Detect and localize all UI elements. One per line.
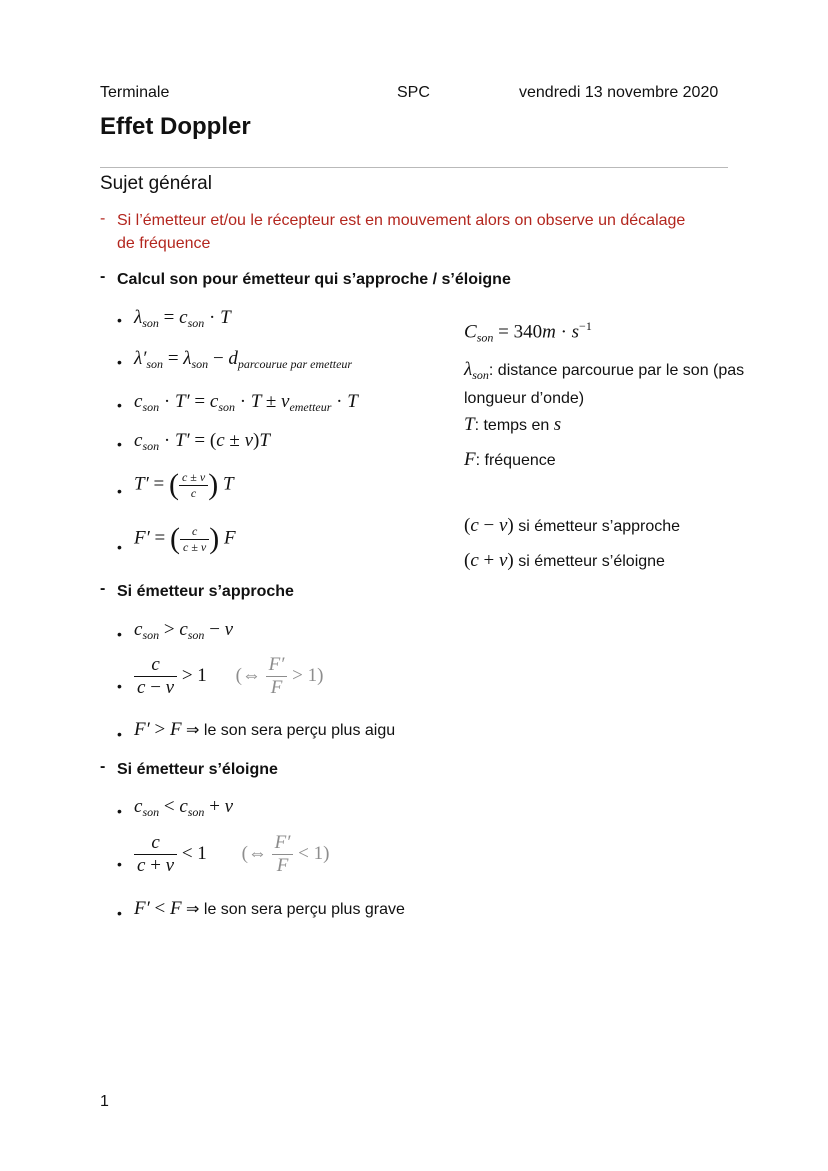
approach-conclusion: le son sera perçu plus aigu xyxy=(203,722,396,739)
header-date: vendredi 13 novembre 2020 xyxy=(519,84,719,101)
divider xyxy=(100,167,728,168)
bullet-icon: • xyxy=(117,354,122,370)
dash-icon: - xyxy=(100,580,106,597)
formula-F-prime: F′ = ( $\frac{c}{c \pm v}$ ) F xyxy=(134,522,236,555)
formula-recede-ineq: $c_{son} < c_{son} + v$ xyxy=(134,796,234,819)
recede-conclusion: le son sera perçu plus grave xyxy=(203,901,405,918)
formula-approach-ratio: $\frac{c}{c - v}$ > 1 (⇔ $\frac{F'}{F}$ > 1) xyxy=(134,654,323,699)
bullet-icon: • xyxy=(117,905,122,921)
bullet-icon: • xyxy=(117,483,122,499)
note-speed-of-sound: $C_{son} = 340m \cdot s^{-1}$ xyxy=(464,319,592,345)
formula-lambda-prime: $\lambda'_{son} = \lambda_{son} - d_{parcourue par emetteur}$ xyxy=(134,348,353,371)
dash-icon: - xyxy=(100,268,106,285)
note-T: T: temps en s xyxy=(464,414,562,435)
header-subject: SPC xyxy=(397,84,430,101)
page-title: Effet Doppler xyxy=(100,113,251,140)
intro-line-1: Si l’émetteur et/ou le récepteur est en mouvement alors on observe un décalage xyxy=(117,212,686,229)
bullet-icon: • xyxy=(117,678,122,694)
bullet-icon: • xyxy=(117,539,122,555)
formula-lambda: $\lambda_{son} = c_{son} \cdot T$ xyxy=(134,307,231,330)
formula-cT-factored: $c_{son} \cdot T' = (c \pm v)T$ xyxy=(134,430,270,453)
bullet-icon: • xyxy=(117,803,122,819)
note-T-text: : temps en xyxy=(474,417,550,434)
note-approach: (c − v) si émetteur s’approche xyxy=(464,515,681,536)
approach-conclusion-row: F′ > F ⇒ le son sera perçu plus aigu xyxy=(134,719,396,740)
section-calc-heading: Calcul son pour émetteur qui s’approche / s’éloigne xyxy=(117,271,511,288)
note-lambda-text-1: : distance parcourue par le son (pas xyxy=(488,362,745,379)
dash-icon: - xyxy=(100,210,106,227)
formula-T-prime: T′ = ( $\frac{c \pm v}{c}$ ) T xyxy=(134,468,234,501)
formula-recede-ratio: $\frac{c}{c + v}$ < 1 (⇔ $\frac{F'}{F}$ < 1) xyxy=(134,832,329,877)
recede-conclusion-row: F′ < F ⇒ le son sera perçu plus grave xyxy=(134,898,405,919)
formula-cT: $c_{son} \cdot T' = c_{son} \cdot T \pm v_{emetteur} \cdot T$ xyxy=(134,391,358,414)
note-lambda: $\lambda_{son}$: distance parcourue par le son (pas longueur d’onde) xyxy=(464,359,745,407)
bullet-icon: • xyxy=(117,397,122,413)
note-approach-text: si émetteur s’approche xyxy=(518,518,681,535)
note-F-text: : fréquence xyxy=(475,452,556,469)
note-recede-text: si émetteur s’éloigne xyxy=(518,553,665,570)
note-F: F: fréquence xyxy=(464,449,556,470)
bullet-icon: • xyxy=(117,436,122,452)
section-recede-heading: Si émetteur s’éloigne xyxy=(117,761,278,778)
dash-icon: - xyxy=(100,758,106,775)
bullet-icon: • xyxy=(117,856,122,872)
bullet-icon: • xyxy=(117,312,122,328)
section-approach-heading: Si émetteur s’approche xyxy=(117,583,294,600)
formula-approach-ineq: $c_{son} > c_{son} - v$ xyxy=(134,619,234,642)
note-recede: (c + v) si émetteur s’éloigne xyxy=(464,550,665,571)
note-lambda-text-2: longueur d’onde) xyxy=(464,390,585,407)
bullet-icon: • xyxy=(117,726,122,742)
header-level: Terminale xyxy=(100,84,170,101)
bullet-icon: • xyxy=(117,626,122,642)
intro-line-2: de fréquence xyxy=(117,235,211,252)
section-title: Sujet général xyxy=(100,173,212,194)
page-number: 1 xyxy=(100,1093,109,1110)
